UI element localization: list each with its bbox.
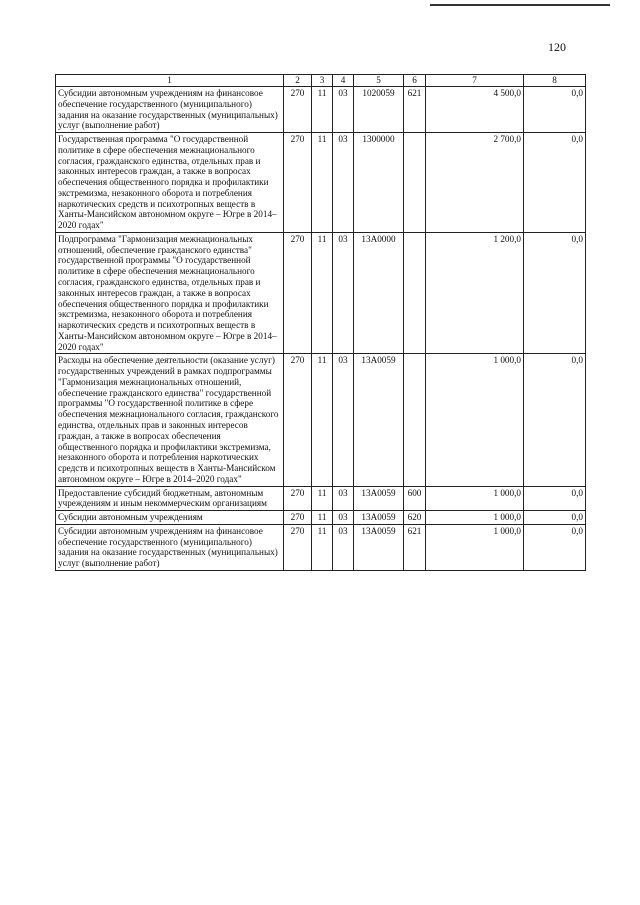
row-code-4-cell: 03 [333, 511, 354, 525]
row-code-4-cell: 03 [333, 87, 354, 133]
row-name-cell: Субсидии автономным учреждениям на финансовое обеспечение государственного (муниципального) задания на оказание государственных (муниципальных) услуг (выполнение работ) [56, 524, 284, 570]
row-code-5-cell: 13А0059 [354, 354, 404, 486]
column-header-1: 1 [56, 75, 284, 87]
row-code-6-cell [404, 232, 426, 353]
row-code-6-cell: 600 [404, 486, 426, 511]
row-code-2-cell: 270 [284, 232, 312, 353]
row-code-3-cell: 11 [312, 87, 333, 133]
row-code-6-cell: 621 [404, 87, 426, 133]
row-code-3-cell: 11 [312, 511, 333, 525]
row-name-cell: Предоставление субсидий бюджетным, автономным учреждениям и иным некоммерческим организациям [56, 486, 284, 511]
table-row [56, 511, 586, 525]
row-code-2-cell: 270 [284, 354, 312, 486]
row-name-cell: Подпрограмма "Гармонизация межнациональных отношений, обеспечение гражданского единства" государственной программы "О государственной политике в сфере обеспечения межнационального согласия, гражданского единства, отдельных прав и законных интересов граждан, а также в вопросах обеспечения общественного порядка и профилактики экстремизма, незаконного оборота и потребления наркотических средств и психотропных веществ в Ханты-Мансийском автономном округе – Югре в 2014–2020 годах" [56, 232, 284, 353]
row-amount-7-cell: 1 000,0 [426, 524, 524, 570]
page-number: 120 [548, 40, 566, 54]
row-code-2-cell: 270 [284, 511, 312, 525]
row-amount-7-cell: 2 700,0 [426, 133, 524, 233]
table-body [56, 87, 586, 571]
table-row [56, 133, 586, 233]
column-header-2: 2 [284, 75, 312, 87]
row-code-6-cell [404, 354, 426, 486]
top-rule [430, 4, 610, 6]
table-row [56, 354, 586, 486]
row-amount-8-cell: 0,0 [524, 133, 586, 233]
row-code-6-cell: 620 [404, 511, 426, 525]
row-code-5-cell: 13А0059 [354, 524, 404, 570]
row-code-4-cell: 03 [333, 354, 354, 486]
row-code-5-cell: 13А0000 [354, 232, 404, 353]
row-amount-8-cell: 0,0 [524, 486, 586, 511]
row-name-cell: Расходы на обеспечение деятельности (оказание услуг) государственных учреждений в рамках подпрограммы "Гармонизация межнациональных отношений, обеспечение гражданского единства" государственной программы "О государственной политике в сфере обеспечения межнационального согласия, гражданского единства, отдельных прав и законных интересов граждан, а также в вопросах обеспечения общественного порядка и профилактики экстремизма, незаконного оборота и потребления наркотических средств и психотропных веществ в Ханты-Мансийском автономном округе – Югре в 2014–2020 годах" [56, 354, 284, 486]
column-header-5: 5 [354, 75, 404, 87]
row-code-3-cell: 11 [312, 354, 333, 486]
table-row [56, 232, 586, 353]
column-header-7: 7 [426, 75, 524, 87]
row-amount-8-cell: 0,0 [524, 354, 586, 486]
row-code-6-cell [404, 133, 426, 233]
column-header-6: 6 [404, 75, 426, 87]
row-code-2-cell: 270 [284, 133, 312, 233]
row-code-4-cell: 03 [333, 232, 354, 353]
row-amount-8-cell: 0,0 [524, 524, 586, 570]
table-header-row [56, 75, 586, 87]
column-header-8: 8 [524, 75, 586, 87]
row-code-5-cell: 1300000 [354, 133, 404, 233]
row-code-4-cell: 03 [333, 524, 354, 570]
row-code-2-cell: 270 [284, 486, 312, 511]
column-header-3: 3 [312, 75, 333, 87]
row-code-6-cell: 621 [404, 524, 426, 570]
row-name-cell: Субсидии автономным учреждениям на финансовое обеспечение государственного (муниципального) задания на оказание государственных (муниципальных) услуг (выполнение работ) [56, 87, 284, 133]
row-code-3-cell: 11 [312, 524, 333, 570]
row-amount-8-cell: 0,0 [524, 232, 586, 353]
row-name-cell: Субсидии автономным учреждениям [56, 511, 284, 525]
table-row [56, 524, 586, 570]
row-code-4-cell: 03 [333, 486, 354, 511]
table-row [56, 486, 586, 511]
row-code-5-cell: 1020059 [354, 87, 404, 133]
row-name-cell: Государственная программа "О государственной политике в сфере обеспечения межнационального согласия, гражданского единства, отдельных прав и законных интересов граждан, а также в вопросах обеспечения общественного порядка и профилактики экстремизма, незаконного оборота и потребления наркотических средств и психотропных веществ в Ханты-Мансийском автономном округе – Югре в 2014–2020 годах" [56, 133, 284, 233]
row-amount-8-cell: 0,0 [524, 511, 586, 525]
column-header-4: 4 [333, 75, 354, 87]
row-amount-7-cell: 1 000,0 [426, 354, 524, 486]
row-amount-7-cell: 1 000,0 [426, 511, 524, 525]
row-code-5-cell: 13А0059 [354, 486, 404, 511]
row-code-4-cell: 03 [333, 133, 354, 233]
row-code-3-cell: 11 [312, 133, 333, 233]
row-amount-8-cell: 0,0 [524, 87, 586, 133]
table-row [56, 87, 586, 133]
row-code-2-cell: 270 [284, 524, 312, 570]
row-amount-7-cell: 4 500,0 [426, 87, 524, 133]
row-code-3-cell: 11 [312, 232, 333, 353]
budget-table [55, 74, 586, 571]
row-code-5-cell: 13А0059 [354, 511, 404, 525]
row-code-3-cell: 11 [312, 486, 333, 511]
row-code-2-cell: 270 [284, 87, 312, 133]
row-amount-7-cell: 1 000,0 [426, 486, 524, 511]
row-amount-7-cell: 1 200,0 [426, 232, 524, 353]
